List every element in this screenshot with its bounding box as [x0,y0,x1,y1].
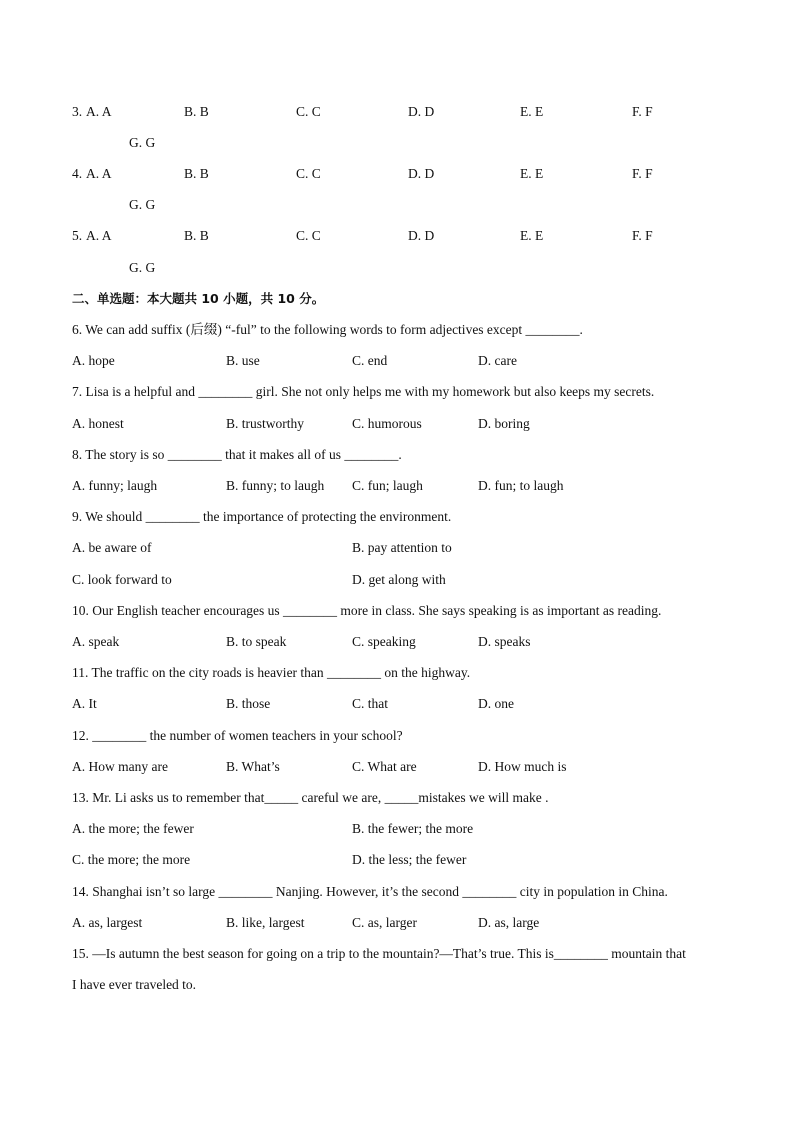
option: F. F [632,228,653,243]
question-number: 3. [72,104,83,119]
option: B. B [184,228,209,243]
option-b: B. to speak [226,634,287,649]
option-c: C. speaking [352,634,416,649]
option-d: D. one [478,696,514,711]
option-d: D. How much is [478,759,567,774]
option-d: D. as, large [478,915,540,930]
option-c: C. end [352,353,388,368]
option-b: B. funny; to laugh [226,478,325,493]
option-a: A. How many are [72,759,168,774]
option-a: A. the more; the fewer [72,821,194,836]
option-b: B. use [226,353,260,368]
option: G. G [129,135,156,150]
option-d: D. get along with [352,572,446,587]
option-a: A. hope [72,353,115,368]
option-d: D. speaks [478,634,531,649]
question-stem: 9. We should ________ the importance of protecting the environment. [72,509,452,524]
option: E. E [520,166,544,181]
option-b: B. those [226,696,271,711]
option-a: A. as, largest [72,915,143,930]
option: E. E [520,104,544,119]
option-c: C. fun; laugh [352,478,423,493]
option-d: D. care [478,353,517,368]
option-a: A. funny; laugh [72,478,158,493]
option-a: A. be aware of [72,540,152,555]
option-d: D. boring [478,416,530,431]
section-heading: 二、单选题：本大题共 10 小题，共 10 分。 [72,291,325,306]
option-c: C. humorous [352,416,422,431]
option: G. G [129,260,156,275]
option-c: C. the more; the more [72,852,191,867]
option-a: A. speak [72,634,120,649]
question-stem: 6. We can add suffix (后缀) “-ful” to the following words to form adjectives except ________. [72,322,583,337]
question-stem: 8. The story is so ________ that it makes all of us ________. [72,447,402,462]
option: D. D [408,228,435,243]
option: B. B [184,104,209,119]
question-stem: 13. Mr. Li asks us to remember that_____ careful we are, _____mistakes we will make . [72,790,549,805]
option-c: C. What are [352,759,417,774]
option-c: C. that [352,696,388,711]
option-b: B. trustworthy [226,416,305,431]
option: D. D [408,104,435,119]
question-stem-continued: I have ever traveled to. [72,977,197,992]
question-number: 4. [72,166,83,181]
option-b: B. What’s [226,759,280,774]
question-stem: 10. Our English teacher encourages us ________ more in class. She says speaking is as important as reading. [72,603,662,618]
option: A. A [86,228,112,243]
option: C. C [296,166,321,181]
option: C. C [296,104,321,119]
option-d: D. fun; to laugh [478,478,564,493]
question-stem: 11. The traffic on the city roads is heavier than ________ on the highway. [72,665,471,680]
option-b: B. the fewer; the more [352,821,474,836]
option: D. D [408,166,435,181]
option-b: B. pay attention to [352,540,452,555]
option-c: C. as, larger [352,915,417,930]
option: A. A [86,104,112,119]
option: B. B [184,166,209,181]
question-stem: 12. ________ the number of women teachers in your school? [72,728,403,743]
question-stem: 7. Lisa is a helpful and ________ girl. She not only helps me with my homework but also keeps my secrets. [72,384,655,399]
option-a: A. honest [72,416,124,431]
option: C. C [296,228,321,243]
option: E. E [520,228,544,243]
option-a: A. It [72,696,97,711]
option: A. A [86,166,112,181]
question-number: 5. [72,228,83,243]
option: F. F [632,166,653,181]
option: F. F [632,104,653,119]
question-stem: 15. —Is autumn the best season for going on a trip to the mountain?—That’s true. This is________ mountain that [72,946,686,961]
option-c: C. look forward to [72,572,172,587]
option: G. G [129,197,156,212]
option-b: B. like, largest [226,915,305,930]
question-stem: 14. Shanghai isn’t so large ________ Nanjing. However, it’s the second ________ city in population in China. [72,884,668,899]
option-d: D. the less; the fewer [352,852,467,867]
